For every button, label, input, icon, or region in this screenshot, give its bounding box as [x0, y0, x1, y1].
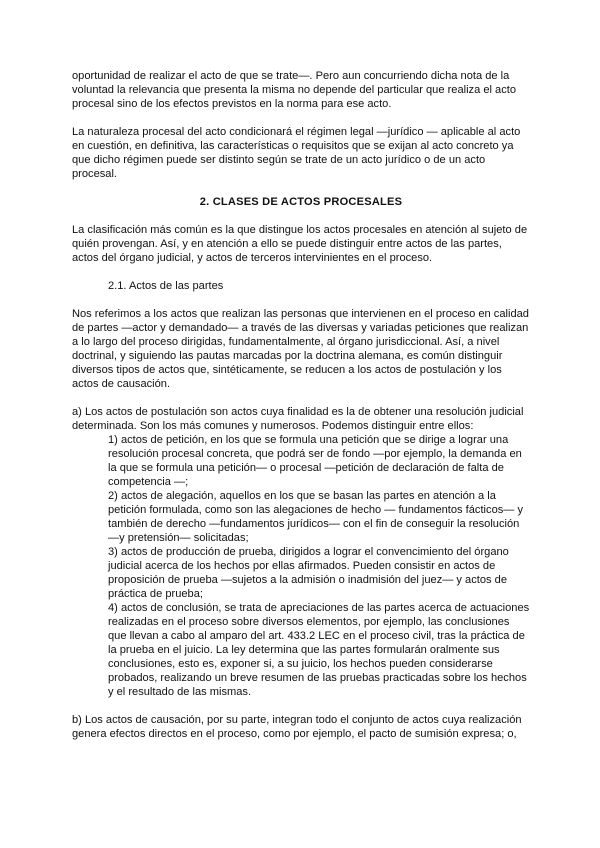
document-page	[72, 69, 530, 741]
causacion-paragraph: b) Los actos de causación, por su parte, integran todo el conjunto de actos cuya realización genera efectos directos en el proceso, como por ejemplo, el pacto de sumisión expresa; o,	[72, 714, 522, 740]
list-item: 3) actos de producción de prueba, dirigidos a lograr el convencimiento del órgano judicial acerca de los hechos por ellas afirmados. Pueden consistir en actos de proposición de prueba —sujetos a la admisión o inadmisión del juez— y actos de práctica de prueba;	[108, 546, 509, 600]
intro-paragraph-1: oportunidad de realizar el acto de que se trate—. Pero aun concurriendo dicha nota de la voluntad la relevancia que presenta la misma no depende del particular que realiza el acto procesal sino de los efectos previstos en la norma para ese acto.	[72, 70, 517, 110]
postulacion-paragraph: a) Los actos de postulación son actos cuya finalidad es la de obtener una resolución judicial determinada. Son los más comunes y numerosos. Podemos distinguir entre ellos:	[72, 406, 524, 432]
list-item: 4) actos de conclusión, se trata de apreciaciones de las partes acerca de actuaciones realizadas en el proceso sobre diversos elementos, por ejemplo, las conclusiones que llevan a cabo al amparo del art. 433.2 LEC en el proceso civil, tras la práctica de la prueba en el juicio. La ley determina que las partes formularán oralmente sus conclusiones, esto es, exponer si, a su juicio, los hechos pueden considerarse probados, realizando un breve resumen de las pruebas practicadas sobre los hechos y el resultado de las mismas.	[108, 602, 530, 698]
intro-paragraph-2: La naturaleza procesal del acto condicionará el régimen legal —jurídico — aplicable al acto en cuestión, en definitiva, las características o requisitos que se exijan al acto concreto ya que dicho régimen puede ser distinto según se trate de un acto jurídico o de un acto procesal.	[72, 126, 521, 180]
section-2-1-heading: 2.1. Actos de las partes	[108, 280, 224, 292]
postulacion-list	[108, 433, 530, 699]
list-item: 1) actos de petición, en los que se formula una petición que se dirige a lograr una resolución procesal concreta, que podrá ser de fondo —por ejemplo, la demanda en la que se formula una petición— o procesal —petición de declaración de falta de competencia —;	[108, 434, 522, 488]
section-2-heading: 2. CLASES DE ACTOS PROCESALES	[199, 196, 403, 208]
section-2-1-paragraph: Nos referimos a los actos que realizan las personas que intervienen en el proceso en calidad de partes —actor y demandado— a través de las diversas y variadas peticiones que realizan a lo largo del proceso dirigidas, fundamentalmente, al órgano jurisdiccional. Así, a nivel doctrinal, y siguiendo las pautas marcadas por la doctrina alemana, es común distinguir diversos tipos de actos que, sintéticamente, se reducen a los actos de postulación y los actos de causación.	[72, 308, 529, 390]
list-item: 2) actos de alegación, aquellos en los que se basan las partes en atención a la petición formulada, como son las alegaciones de hecho — fundamentos fácticos— y también de derecho —fundamentos jurídicos— con el fin de conseguir la resolución —y pretensión— solicitadas;	[108, 490, 524, 544]
section-2-paragraph: La clasificación más común es la que distingue los actos procesales en atención al sujeto de quién provengan. Así, y en atención a ello se puede distinguir entre actos de las partes, actos del órgano judicial, y actos de terceros intervinientes en el proceso.	[72, 224, 528, 264]
